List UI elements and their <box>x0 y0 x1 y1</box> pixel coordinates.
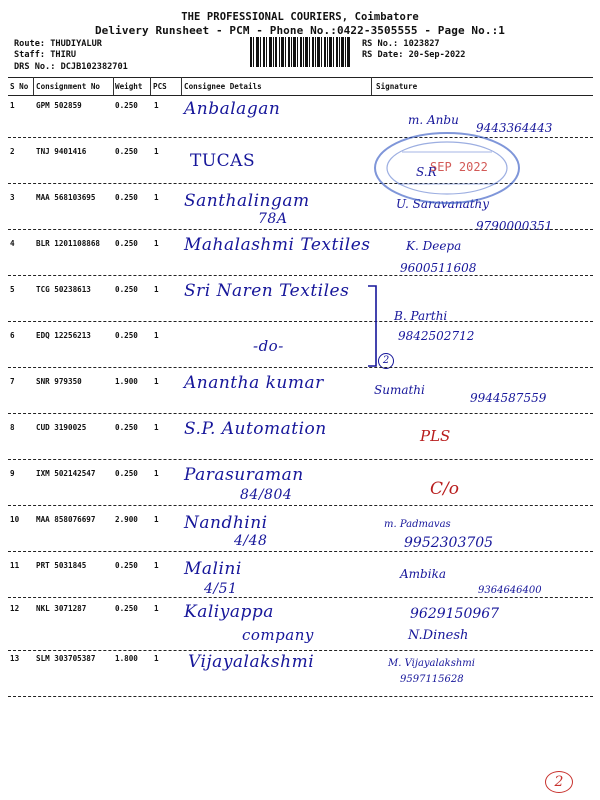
row-pcs: 1 <box>154 515 159 524</box>
row-consignee: Anbalagan <box>184 99 281 119</box>
row-consignee-address: 84/804 <box>240 487 293 503</box>
row-sno: 3 <box>10 193 15 202</box>
row-signature-name: K. Deepa <box>406 239 462 253</box>
row-sno: 2 <box>10 147 15 156</box>
row-consignee-address: company <box>242 626 314 644</box>
row-separator <box>8 551 593 552</box>
row-consignee: Santhalingam <box>184 191 310 211</box>
row-consignment-no: IXM 502142547 <box>36 469 96 478</box>
row-sno: 11 <box>10 561 20 570</box>
route-label: Route: THUDIYALUR <box>14 39 102 49</box>
row-signature-name: M. Vijayalakshmi <box>388 658 475 669</box>
row-consignment-no: TNJ 9401416 <box>36 147 87 156</box>
barcode <box>250 37 350 67</box>
row-pcs: 1 <box>154 147 159 156</box>
row-weight: 0.250 <box>115 239 138 248</box>
row-consignment-no: CUD 3190025 <box>36 423 87 432</box>
row-pcs: 1 <box>154 331 159 340</box>
row-weight: 0.250 <box>115 193 138 202</box>
col-pcs: PCS <box>153 82 167 91</box>
row-consignee: TUCAS <box>190 151 256 171</box>
row-signature-phone: 9597115628 <box>400 674 464 685</box>
row-separator <box>8 275 593 276</box>
row-consignment-no: TCG 50238613 <box>36 285 91 294</box>
page-mark: 2 <box>545 771 573 793</box>
row-consignee: Parasuraman <box>184 465 304 485</box>
row-sno: 10 <box>10 515 20 524</box>
row-consignment-no: BLR 1201108868 <box>36 239 101 248</box>
row-separator <box>8 597 593 598</box>
row-pcs: 1 <box>154 469 159 478</box>
row-signature-name: m. Anbu <box>408 113 459 127</box>
row-consignee: S.P. Automation <box>184 419 327 439</box>
row-pcs: 1 <box>154 654 159 663</box>
row-consignment-no: PRT 5031845 <box>36 561 87 570</box>
row-sno: 1 <box>10 101 15 110</box>
row-consignment-no: SNR 979350 <box>36 377 82 386</box>
row-signature-name: PLS <box>420 427 451 445</box>
col-divider <box>150 77 151 96</box>
row-consignment-no: MAA 568103695 <box>36 193 96 202</box>
row-consignee-address: 4/48 <box>234 533 268 549</box>
row-separator <box>8 413 593 414</box>
row-weight: 1.800 <box>115 654 138 663</box>
row-consignee-address: 78A <box>258 211 288 227</box>
row-weight: 0.250 <box>115 285 138 294</box>
row-consignee: -do- <box>253 337 284 355</box>
row-signature-phone: 9842502712 <box>398 329 475 343</box>
row-signature-phone: 9629150967 <box>410 606 500 622</box>
runsheet-title: Delivery Runsheet - PCM - Phone No.:0422-3505555 - Page No.:1 <box>94 24 506 37</box>
row-weight: 0.250 <box>115 604 138 613</box>
stamp-date: SEP 2022 <box>430 160 488 174</box>
col-divider <box>33 77 34 96</box>
row-pcs: 1 <box>154 193 159 202</box>
row-consignee: Kaliyappa <box>184 602 274 622</box>
row-signature-name: U. Saravanathy <box>396 197 490 211</box>
row-consignment-no: MAA 858076697 <box>36 515 96 524</box>
row-sno: 5 <box>10 285 15 294</box>
col-divider <box>181 77 182 96</box>
row-signature-name: S.R <box>416 165 437 179</box>
row-consignee: Anantha kumar <box>184 373 324 393</box>
row-consignment-no: SLM 303705387 <box>36 654 96 663</box>
row-signature-name: B. Parthi <box>394 309 448 323</box>
row-sno: 7 <box>10 377 15 386</box>
row-separator <box>8 696 593 697</box>
row-signature-phone: 9790000351 <box>476 219 553 233</box>
row-sno: 9 <box>10 469 15 478</box>
col-consignee-details: Consignee Details <box>184 82 262 91</box>
row-signature-phone: 9364646400 <box>478 585 542 596</box>
staff-label: Staff: THIRU <box>14 50 77 60</box>
row-pcs: 1 <box>154 604 159 613</box>
rs-number: RS No.: 1023827 <box>362 39 440 49</box>
row-consignee: Vijayalakshmi <box>188 652 315 672</box>
col-sno: S No <box>10 82 29 91</box>
row-pcs: 1 <box>154 285 159 294</box>
row-weight: 0.250 <box>115 561 138 570</box>
row-signature-name: 2 <box>378 353 394 369</box>
row-weight: 0.250 <box>115 147 138 156</box>
col-consignment-no: Consignment No <box>36 82 101 91</box>
col-divider <box>113 77 114 96</box>
row-separator <box>8 229 593 230</box>
row-signature-name: m. Padmavas <box>384 519 451 530</box>
row-pcs: 1 <box>154 239 159 248</box>
row-separator <box>8 505 593 506</box>
bracket-mark <box>366 284 380 368</box>
row-sno: 13 <box>10 654 20 663</box>
row-signature-name: Sumathi <box>374 383 425 397</box>
company-name: THE PROFESSIONAL COURIERS, Coimbatore <box>181 11 419 23</box>
header-rule-top <box>8 77 593 78</box>
row-weight: 1.900 <box>115 377 138 386</box>
row-signature-name: N.Dinesh <box>408 628 469 643</box>
header-rule-bottom <box>8 95 593 96</box>
row-consignee: Mahalashmi Textiles <box>184 235 371 255</box>
row-weight: 0.250 <box>115 469 138 478</box>
row-weight: 0.250 <box>115 101 138 110</box>
row-consignment-no: EDQ 12256213 <box>36 331 91 340</box>
row-weight: 0.250 <box>115 331 138 340</box>
row-separator <box>8 650 593 651</box>
row-consignee: Sri Naren Textiles <box>184 281 350 301</box>
row-pcs: 1 <box>154 377 159 386</box>
row-separator <box>8 367 593 368</box>
row-consignee-address: 4/51 <box>204 581 238 597</box>
row-pcs: 1 <box>154 423 159 432</box>
col-weight: Weight <box>115 82 143 91</box>
row-pcs: 1 <box>154 561 159 570</box>
row-consignment-no: GPM 502859 <box>36 101 82 110</box>
row-signature-phone: 9600511608 <box>400 261 477 275</box>
row-consignee: Nandhini <box>184 513 268 533</box>
row-signature-name: C/o <box>430 479 459 499</box>
drs-number: DRS No.: DCJB102382701 <box>14 62 128 72</box>
row-sno: 8 <box>10 423 15 432</box>
row-separator <box>8 321 593 322</box>
row-pcs: 1 <box>154 101 159 110</box>
row-weight: 2.900 <box>115 515 138 524</box>
rs-date: RS Date: 20-Sep-2022 <box>362 50 466 60</box>
row-separator <box>8 459 593 460</box>
col-signature: Signature <box>376 82 418 91</box>
row-signature-phone: 9944587559 <box>470 391 547 405</box>
row-signature-phone: 9952303705 <box>404 535 494 551</box>
col-divider <box>371 77 372 96</box>
row-signature-name: Ambika <box>400 567 446 581</box>
row-consignment-no: NKL 3071287 <box>36 604 87 613</box>
row-signature-phone: 9443364443 <box>476 121 553 135</box>
row-consignee: Malini <box>184 559 242 579</box>
row-sno: 6 <box>10 331 15 340</box>
row-sno: 12 <box>10 604 20 613</box>
row-sno: 4 <box>10 239 15 248</box>
row-weight: 0.250 <box>115 423 138 432</box>
